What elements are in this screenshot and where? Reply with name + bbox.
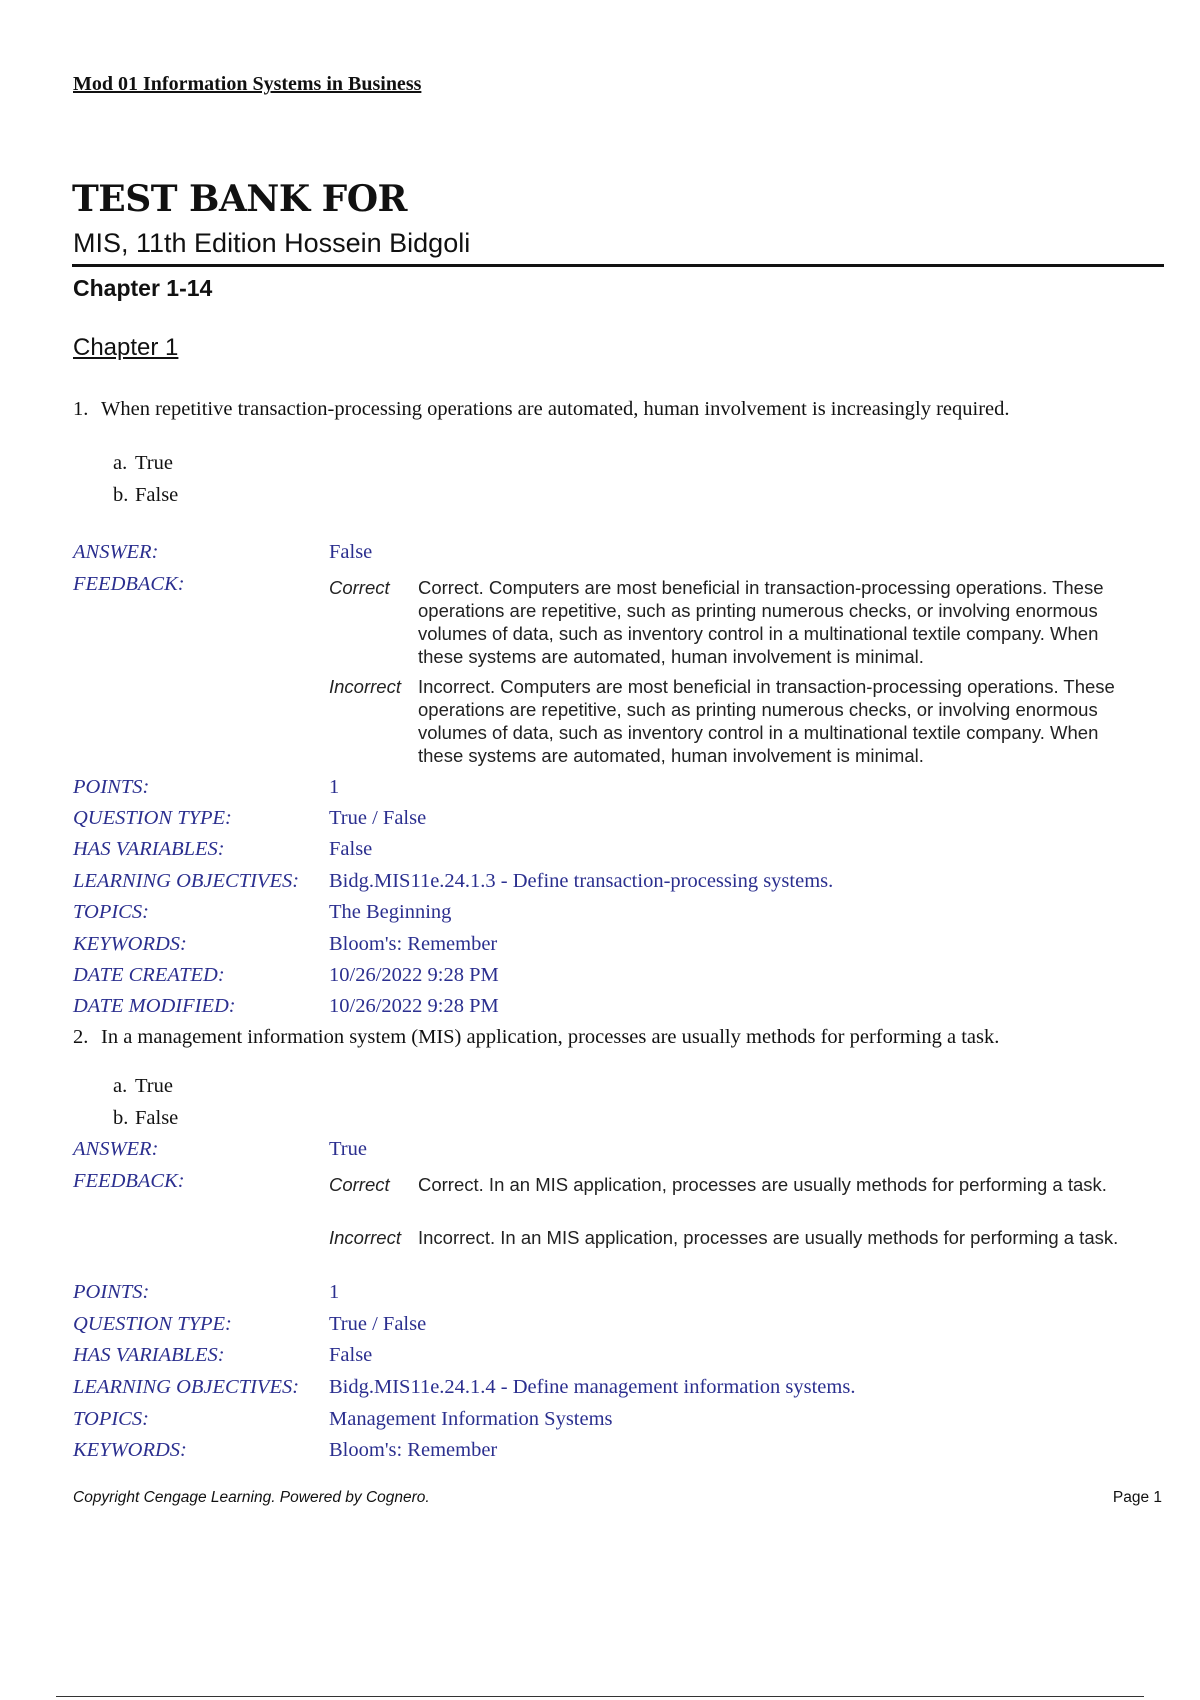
has-variables-value: False: [329, 1344, 373, 1366]
chapter-range: Chapter 1-14: [73, 275, 213, 301]
has-variables-label: HAS VARIABLES:: [73, 1344, 225, 1366]
feedback-correct-text: Correct. In an MIS application, processes are usually methods for performing a task.: [418, 1174, 1107, 1195]
question-number: 1.: [73, 398, 89, 420]
topics-label: TOPICS:: [73, 1408, 149, 1430]
date-created-value: 10/26/2022 9:28 PM: [329, 964, 499, 986]
learning-objectives-value: Bidg.MIS11e.24.1.3 - Define transaction-processing systems.: [329, 870, 834, 892]
chapter-heading: Chapter 1: [73, 334, 179, 361]
question-type-label: QUESTION TYPE:: [73, 1313, 232, 1335]
book-subtitle: MIS, 11th Edition Hossein Bidgoli: [73, 228, 471, 258]
date-created-label: DATE CREATED:: [73, 964, 225, 986]
points-value: 1: [329, 1281, 340, 1303]
date-modified-value: 10/26/2022 9:28 PM: [329, 995, 499, 1017]
feedback-incorrect-text: Incorrect. Computers are most beneficial in transaction-processing operations. These operations are repetitive, such as printing numerous checks, or involving enormous volumes of data, such as inventory control in a multinational textile company. When these systems are automated, human involvement is minimal.: [418, 676, 1115, 766]
points-label: POINTS:: [73, 776, 150, 798]
feedback-correct-label: Correct: [329, 577, 390, 598]
choice-text: True: [135, 452, 173, 474]
question-2-text: [73, 1026, 999, 1049]
keywords-label: KEYWORDS:: [73, 933, 187, 955]
feedback-incorrect-text: Incorrect. In an MIS application, processes are usually methods for performing a task.: [418, 1227, 1119, 1248]
choice-a: [113, 452, 173, 475]
footer-copyright: Copyright Cengage Learning. Powered by Cognero.: [73, 1489, 430, 1506]
module-header: Mod 01 Information Systems in Business: [73, 73, 422, 95]
feedback-incorrect-label: Incorrect: [329, 676, 401, 697]
answer-value: False: [329, 541, 373, 563]
choice-text: False: [135, 484, 179, 506]
date-modified-label: DATE MODIFIED:: [73, 995, 236, 1017]
page-number: Page 1: [1112, 1489, 1162, 1506]
answer-label: ANSWER:: [73, 541, 159, 563]
learning-objectives-label: LEARNING OBJECTIVES:: [73, 870, 300, 892]
feedback-label: FEEDBACK:: [73, 573, 185, 595]
has-variables-value: False: [329, 838, 373, 860]
answer-value: True: [329, 1138, 367, 1160]
choice-letter: b.: [113, 484, 129, 506]
choice-text: False: [135, 1107, 179, 1129]
topics-label: TOPICS:: [73, 901, 149, 923]
points-value: 1: [329, 776, 340, 798]
feedback-incorrect-label: Incorrect: [329, 1227, 401, 1248]
feedback-label: FEEDBACK:: [73, 1170, 185, 1192]
question-stem: In a management information system (MIS) application, processes are usually methods for performing a task.: [101, 1026, 1000, 1048]
answer-label: ANSWER:: [73, 1138, 159, 1160]
topics-value: Management Information Systems: [329, 1408, 613, 1430]
question-number: 2.: [73, 1026, 89, 1048]
question-type-value: True / False: [329, 807, 427, 829]
choice-letter: a.: [113, 1075, 128, 1097]
has-variables-label: HAS VARIABLES:: [73, 838, 225, 860]
keywords-label: KEYWORDS:: [73, 1439, 187, 1461]
learning-objectives-value: Bidg.MIS11e.24.1.4 - Define management information systems.: [329, 1376, 856, 1398]
choice-a: [113, 1075, 173, 1098]
keywords-value: Bloom's: Remember: [329, 1439, 498, 1461]
question-1-text: [73, 398, 1010, 421]
choice-letter: b.: [113, 1107, 129, 1129]
test-bank-title: TEST BANK FOR: [72, 178, 407, 220]
topics-value: The Beginning: [329, 901, 452, 923]
question-type-label: QUESTION TYPE:: [73, 807, 232, 829]
question-stem: When repetitive transaction-processing operations are automated, human involvement is increasingly required.: [101, 398, 1010, 420]
choice-b: [113, 484, 178, 507]
question-type-value: True / False: [329, 1313, 427, 1335]
choice-text: True: [135, 1075, 173, 1097]
title-divider: [72, 264, 1164, 267]
learning-objectives-label: LEARNING OBJECTIVES:: [73, 1376, 300, 1398]
feedback-correct-label: Correct: [329, 1174, 390, 1195]
choice-b: [113, 1107, 178, 1130]
bottom-divider: [56, 1696, 1144, 1697]
keywords-value: Bloom's: Remember: [329, 933, 498, 955]
points-label: POINTS:: [73, 1281, 150, 1303]
feedback-correct-text: Correct. Computers are most beneficial in transaction-processing operations. These operations are repetitive, such as printing numerous checks, or involving enormous volumes of data, such as inventory control in a multinational textile company. When these systems are automated, human involvement is minimal.: [418, 577, 1104, 667]
choice-letter: a.: [113, 452, 128, 474]
